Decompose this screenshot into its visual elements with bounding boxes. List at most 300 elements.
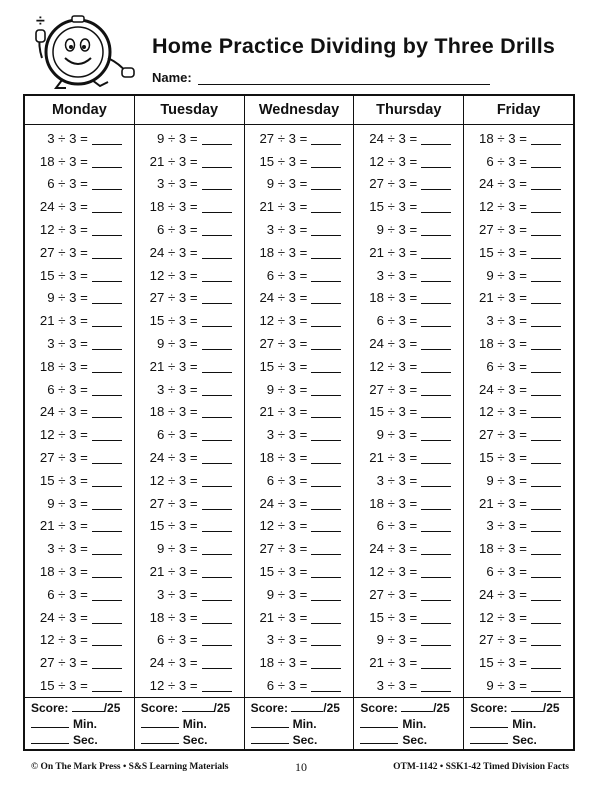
problem-text: 9 ÷ 3 = <box>266 381 308 397</box>
problem-row <box>245 469 354 492</box>
answer-blank[interactable] <box>531 451 561 464</box>
answer-blank[interactable] <box>202 474 232 487</box>
answer-blank[interactable] <box>202 360 232 373</box>
answer-blank[interactable] <box>202 155 232 168</box>
minutes-blank[interactable] <box>251 716 289 728</box>
answer-blank[interactable] <box>421 633 451 646</box>
answer-blank[interactable] <box>92 542 122 555</box>
problem-text: 3 ÷ 3 = <box>156 176 198 192</box>
answer-blank[interactable] <box>92 519 122 532</box>
answer-blank[interactable] <box>311 474 341 487</box>
problem-row <box>354 287 463 310</box>
problem-text: 15 ÷ 3 = <box>259 564 308 580</box>
problem-text: 3 ÷ 3 = <box>47 336 88 352</box>
score-blank[interactable] <box>401 700 433 712</box>
problem-row <box>245 560 354 583</box>
answer-blank[interactable] <box>92 611 122 624</box>
answer-blank[interactable] <box>92 497 122 510</box>
problem-text: 24 ÷ 3 = <box>149 450 198 466</box>
score-total: /25 <box>323 701 340 715</box>
problem-row <box>135 264 244 287</box>
problem-text: 15 ÷ 3 = <box>369 199 418 215</box>
score-box <box>245 697 354 749</box>
answer-blank[interactable] <box>202 383 232 396</box>
problem-row <box>25 218 134 241</box>
problem-row <box>245 629 354 652</box>
problem-row <box>354 560 463 583</box>
problem-text: 21 ÷ 3 = <box>369 244 418 260</box>
answer-blank[interactable] <box>202 337 232 350</box>
problem-row <box>354 378 463 401</box>
problem-text: 24 ÷ 3 = <box>259 495 308 511</box>
problem-text: 24 ÷ 3 = <box>149 244 198 260</box>
answer-blank[interactable] <box>531 633 561 646</box>
answer-blank[interactable] <box>531 291 561 304</box>
problem-text: 9 ÷ 3 = <box>486 267 527 283</box>
problem-text: 3 ÷ 3 = <box>156 586 198 602</box>
answer-blank[interactable] <box>531 383 561 396</box>
score-label: Score: <box>360 701 398 715</box>
answer-blank[interactable] <box>92 200 122 213</box>
answer-blank[interactable] <box>311 679 341 692</box>
answer-blank[interactable] <box>531 132 561 145</box>
problem-text: 6 ÷ 3 = <box>266 267 308 283</box>
score-line <box>470 700 573 716</box>
problem-row <box>135 446 244 469</box>
problem-text: 24 ÷ 3 = <box>39 609 88 625</box>
answer-blank[interactable] <box>421 360 451 373</box>
problem-row <box>135 401 244 424</box>
problem-row <box>25 606 134 629</box>
problem-row <box>354 674 463 697</box>
problem-text: 3 ÷ 3 = <box>376 472 418 488</box>
problem-text: 3 ÷ 3 = <box>47 130 88 146</box>
problem-row <box>245 423 354 446</box>
answer-blank[interactable] <box>202 497 232 510</box>
answer-blank[interactable] <box>421 428 451 441</box>
problem-text: 6 ÷ 3 = <box>156 222 198 238</box>
answer-blank[interactable] <box>421 200 451 213</box>
problem-text: 6 ÷ 3 = <box>47 176 88 192</box>
answer-blank[interactable] <box>311 291 341 304</box>
answer-blank[interactable] <box>202 200 232 213</box>
answer-blank[interactable] <box>421 656 451 669</box>
problem-row <box>245 674 354 697</box>
answer-blank[interactable] <box>92 360 122 373</box>
answer-blank[interactable] <box>531 223 561 236</box>
minutes-blank[interactable] <box>141 716 179 728</box>
seconds-blank[interactable] <box>31 732 69 744</box>
seconds-line <box>251 732 354 748</box>
problem-text: 15 ÷ 3 = <box>39 472 88 488</box>
answer-blank[interactable] <box>311 588 341 601</box>
problem-text: 18 ÷ 3 = <box>369 495 418 511</box>
problem-row <box>354 241 463 264</box>
problem-text: 12 ÷ 3 = <box>259 313 308 329</box>
answer-blank[interactable] <box>531 611 561 624</box>
problem-row <box>354 127 463 150</box>
seconds-blank[interactable] <box>141 732 179 744</box>
seconds-blank[interactable] <box>251 732 289 744</box>
problem-text: 18 ÷ 3 = <box>259 244 308 260</box>
answer-blank[interactable] <box>421 291 451 304</box>
problem-row <box>135 378 244 401</box>
problem-text: 18 ÷ 3 = <box>149 609 198 625</box>
answer-blank[interactable] <box>531 565 561 578</box>
problem-text: 27 ÷ 3 = <box>479 222 527 238</box>
answer-blank[interactable] <box>531 519 561 532</box>
answer-blank[interactable] <box>531 497 561 510</box>
problem-text: 18 ÷ 3 = <box>259 655 308 671</box>
problem-text: 9 ÷ 3 = <box>376 632 418 648</box>
answer-blank[interactable] <box>92 314 122 327</box>
score-total: /25 <box>433 701 450 715</box>
seconds-line <box>141 732 244 748</box>
answer-blank[interactable] <box>202 223 232 236</box>
problem-text: 6 ÷ 3 = <box>47 586 88 602</box>
problem-row <box>245 332 354 355</box>
answer-blank[interactable] <box>311 542 341 555</box>
answer-blank[interactable] <box>421 679 451 692</box>
answer-blank[interactable] <box>202 565 232 578</box>
seconds-label: Sec. <box>292 733 318 747</box>
score-blank[interactable] <box>291 700 323 712</box>
seconds-blank[interactable] <box>470 732 508 744</box>
problem-row <box>354 446 463 469</box>
problem-text: 18 ÷ 3 = <box>259 450 308 466</box>
problem-text: 12 ÷ 3 = <box>479 609 527 625</box>
problem-row <box>354 264 463 287</box>
answer-blank[interactable] <box>311 337 341 350</box>
answer-blank[interactable] <box>92 565 122 578</box>
problem-row <box>245 355 354 378</box>
minutes-label: Min. <box>512 717 537 731</box>
answer-blank[interactable] <box>311 656 341 669</box>
answer-blank[interactable] <box>421 565 451 578</box>
problem-row <box>245 378 354 401</box>
answer-blank[interactable] <box>311 155 341 168</box>
problem-text: 6 ÷ 3 = <box>266 678 308 694</box>
answer-blank[interactable] <box>92 246 122 259</box>
day-header: Thursday <box>354 96 463 125</box>
problem-list <box>135 125 244 697</box>
score-total: /25 <box>213 701 231 715</box>
score-blank[interactable] <box>182 700 214 712</box>
answer-blank[interactable] <box>531 155 561 168</box>
answer-blank[interactable] <box>92 679 122 692</box>
answer-blank[interactable] <box>202 633 232 646</box>
answer-blank[interactable] <box>311 360 341 373</box>
problem-row <box>25 309 134 332</box>
answer-blank[interactable] <box>202 405 232 418</box>
problem-text: 9 ÷ 3 = <box>376 222 418 238</box>
answer-blank[interactable] <box>531 588 561 601</box>
answer-blank[interactable] <box>421 611 451 624</box>
answer-blank[interactable] <box>202 451 232 464</box>
answer-blank[interactable] <box>202 314 232 327</box>
answer-blank[interactable] <box>531 177 561 190</box>
problem-row <box>464 629 573 652</box>
answer-blank[interactable] <box>311 451 341 464</box>
problem-text: 9 ÷ 3 = <box>266 176 308 192</box>
answer-blank[interactable] <box>421 246 451 259</box>
problem-row <box>354 150 463 173</box>
answer-blank[interactable] <box>92 337 122 350</box>
answer-blank[interactable] <box>92 656 122 669</box>
answer-blank[interactable] <box>92 269 122 282</box>
answer-blank[interactable] <box>531 474 561 487</box>
problem-text: 15 ÷ 3 = <box>149 518 198 534</box>
problem-text: 15 ÷ 3 = <box>259 358 308 374</box>
problem-text: 18 ÷ 3 = <box>39 358 88 374</box>
problem-row <box>245 401 354 424</box>
answer-blank[interactable] <box>421 519 451 532</box>
answer-blank[interactable] <box>421 223 451 236</box>
answer-blank[interactable] <box>421 497 451 510</box>
answer-blank[interactable] <box>311 611 341 624</box>
problem-text: 27 ÷ 3 = <box>479 427 527 443</box>
answer-blank[interactable] <box>311 246 341 259</box>
problem-text: 27 ÷ 3 = <box>149 290 198 306</box>
answer-blank[interactable] <box>531 200 561 213</box>
problem-row <box>135 537 244 560</box>
problem-row <box>25 651 134 674</box>
answer-blank[interactable] <box>92 451 122 464</box>
problem-text: 27 ÷ 3 = <box>259 541 308 557</box>
answer-blank[interactable] <box>202 679 232 692</box>
problem-row <box>464 173 573 196</box>
answer-blank[interactable] <box>421 269 451 282</box>
score-box <box>464 697 573 749</box>
answer-blank[interactable] <box>311 633 341 646</box>
problem-row <box>464 537 573 560</box>
answer-blank[interactable] <box>202 269 232 282</box>
answer-blank[interactable] <box>421 542 451 555</box>
problem-text: 6 ÷ 3 = <box>376 313 418 329</box>
answer-blank[interactable] <box>311 269 341 282</box>
seconds-label: Sec. <box>512 733 537 747</box>
answer-blank[interactable] <box>202 611 232 624</box>
problem-text: 21 ÷ 3 = <box>479 495 527 511</box>
problem-row <box>464 127 573 150</box>
answer-blank[interactable] <box>311 177 341 190</box>
answer-blank[interactable] <box>202 428 232 441</box>
problem-row <box>135 173 244 196</box>
problem-row <box>464 651 573 674</box>
answer-blank[interactable] <box>92 291 122 304</box>
problem-text: 15 ÷ 3 = <box>259 153 308 169</box>
minutes-line <box>360 716 463 732</box>
problem-row <box>135 492 244 515</box>
problem-row <box>25 469 134 492</box>
problem-row <box>245 537 354 560</box>
answer-blank[interactable] <box>311 497 341 510</box>
problem-text: 18 ÷ 3 = <box>479 336 527 352</box>
answer-blank[interactable] <box>421 177 451 190</box>
score-label: Score: <box>140 701 179 715</box>
footer-product-code: OTM-1142 • SSK1-42 Timed Division Facts <box>393 762 569 772</box>
answer-blank[interactable] <box>421 405 451 418</box>
problem-text: 6 ÷ 3 = <box>486 564 527 580</box>
problem-row <box>354 332 463 355</box>
problem-row <box>464 583 573 606</box>
problem-text: 27 ÷ 3 = <box>149 495 198 511</box>
name-field[interactable] <box>198 72 490 85</box>
problem-row <box>25 401 134 424</box>
answer-blank[interactable] <box>202 291 232 304</box>
answer-blank[interactable] <box>421 155 451 168</box>
problem-row <box>464 423 573 446</box>
answer-blank[interactable] <box>531 246 561 259</box>
problem-text: 24 ÷ 3 = <box>39 199 88 215</box>
seconds-blank[interactable] <box>360 732 398 744</box>
answer-blank[interactable] <box>311 314 341 327</box>
problem-row <box>245 150 354 173</box>
problem-text: 24 ÷ 3 = <box>369 130 418 146</box>
answer-blank[interactable] <box>311 428 341 441</box>
answer-blank[interactable] <box>531 656 561 669</box>
problem-text: 12 ÷ 3 = <box>369 358 418 374</box>
problem-row <box>464 515 573 538</box>
score-line <box>31 700 134 716</box>
problem-row <box>464 469 573 492</box>
answer-blank[interactable] <box>202 542 232 555</box>
score-label: Score: <box>470 701 508 715</box>
problem-text: 27 ÷ 3 = <box>39 655 88 671</box>
minutes-blank[interactable] <box>31 716 69 728</box>
problem-text: 15 ÷ 3 = <box>479 244 527 260</box>
problem-list <box>245 125 354 697</box>
problem-row <box>464 401 573 424</box>
answer-blank[interactable] <box>421 451 451 464</box>
day-column-tuesday <box>135 96 245 749</box>
problem-text: 27 ÷ 3 = <box>259 130 308 146</box>
answer-blank[interactable] <box>92 428 122 441</box>
day-column-friday <box>464 96 573 749</box>
answer-blank[interactable] <box>311 132 341 145</box>
answer-blank[interactable] <box>421 383 451 396</box>
answer-blank[interactable] <box>202 132 232 145</box>
answer-blank[interactable] <box>531 360 561 373</box>
problem-row <box>464 378 573 401</box>
problem-row <box>135 332 244 355</box>
seconds-label: Sec. <box>182 733 208 747</box>
problem-row <box>25 355 134 378</box>
seconds-line <box>360 732 463 748</box>
problem-text: 27 ÷ 3 = <box>369 176 418 192</box>
minutes-blank[interactable] <box>470 716 508 728</box>
answer-blank[interactable] <box>421 337 451 350</box>
answer-blank[interactable] <box>421 314 451 327</box>
answer-blank[interactable] <box>202 519 232 532</box>
minutes-label: Min. <box>73 717 97 731</box>
answer-blank[interactable] <box>531 269 561 282</box>
answer-blank[interactable] <box>202 246 232 259</box>
name-label: Name: <box>152 70 192 85</box>
problem-row <box>354 423 463 446</box>
problem-row <box>135 583 244 606</box>
problem-text: 27 ÷ 3 = <box>259 336 308 352</box>
problem-row <box>354 515 463 538</box>
answer-blank[interactable] <box>202 656 232 669</box>
problem-text: 18 ÷ 3 = <box>369 290 418 306</box>
problem-row <box>135 150 244 173</box>
answer-blank[interactable] <box>92 132 122 145</box>
answer-blank[interactable] <box>92 155 122 168</box>
score-line <box>141 700 244 716</box>
problem-row <box>464 674 573 697</box>
answer-blank[interactable] <box>311 383 341 396</box>
answer-blank[interactable] <box>202 588 232 601</box>
answer-blank[interactable] <box>421 474 451 487</box>
problem-text: 24 ÷ 3 = <box>259 290 308 306</box>
problem-text: 6 ÷ 3 = <box>47 381 88 397</box>
answer-blank[interactable] <box>92 383 122 396</box>
answer-blank[interactable] <box>311 223 341 236</box>
problem-row <box>135 287 244 310</box>
problem-row <box>135 218 244 241</box>
problem-text: 9 ÷ 3 = <box>156 336 198 352</box>
problem-row <box>135 423 244 446</box>
problem-row <box>25 515 134 538</box>
problem-row <box>135 195 244 218</box>
problem-text: 12 ÷ 3 = <box>259 518 308 534</box>
answer-blank[interactable] <box>92 177 122 190</box>
problem-row <box>25 150 134 173</box>
answer-blank[interactable] <box>531 679 561 692</box>
answer-blank[interactable] <box>311 200 341 213</box>
problem-row <box>25 332 134 355</box>
answer-blank[interactable] <box>531 337 561 350</box>
answer-blank[interactable] <box>202 177 232 190</box>
problem-row <box>135 309 244 332</box>
score-blank[interactable] <box>511 700 543 712</box>
problem-text: 24 ÷ 3 = <box>479 176 527 192</box>
answer-blank[interactable] <box>92 633 122 646</box>
answer-blank[interactable] <box>531 542 561 555</box>
problem-text: 15 ÷ 3 = <box>479 655 527 671</box>
answer-blank[interactable] <box>531 428 561 441</box>
answer-blank[interactable] <box>92 405 122 418</box>
answer-blank[interactable] <box>531 314 561 327</box>
problem-text: 24 ÷ 3 = <box>39 404 88 420</box>
answer-blank[interactable] <box>421 132 451 145</box>
answer-blank[interactable] <box>311 565 341 578</box>
answer-blank[interactable] <box>311 519 341 532</box>
answer-blank[interactable] <box>92 474 122 487</box>
problem-row <box>135 629 244 652</box>
answer-blank[interactable] <box>92 588 122 601</box>
problem-text: 12 ÷ 3 = <box>149 678 198 694</box>
answer-blank[interactable] <box>421 588 451 601</box>
page-title: Home Practice Dividing by Three Drills <box>152 34 556 58</box>
problem-text: 9 ÷ 3 = <box>266 586 308 602</box>
answer-blank[interactable] <box>311 405 341 418</box>
problem-text: 12 ÷ 3 = <box>39 427 88 443</box>
score-label: Score: <box>31 701 69 715</box>
score-blank[interactable] <box>72 700 104 712</box>
problem-row <box>25 195 134 218</box>
answer-blank[interactable] <box>92 223 122 236</box>
problem-text: 9 ÷ 3 = <box>47 290 88 306</box>
problem-row <box>354 173 463 196</box>
seconds-label: Sec. <box>402 733 428 747</box>
problem-text: 3 ÷ 3 = <box>486 518 527 534</box>
problem-row <box>25 560 134 583</box>
day-column-thursday <box>354 96 464 749</box>
answer-blank[interactable] <box>531 405 561 418</box>
minutes-blank[interactable] <box>360 716 398 728</box>
